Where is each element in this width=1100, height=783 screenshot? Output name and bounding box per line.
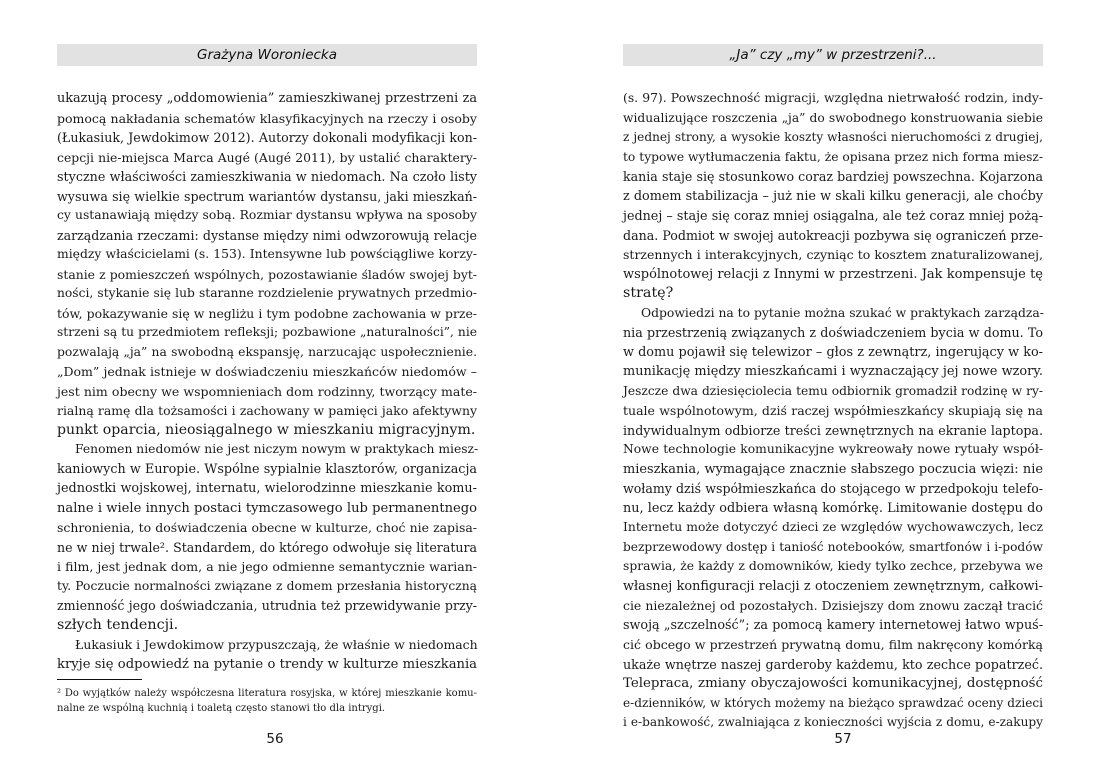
text-line: to typowe wytłumaczenia faktu, że opisana przez nich forma miesz- <box>623 149 1043 164</box>
text-line: schronienia, to doświadczenia obecne w kulturze, choć nie zapisa- <box>57 520 477 535</box>
running-head-title: „Ja” czy „my” w przestrzeni?... <box>623 44 1043 66</box>
text-line: z domem stabilizacja – już nie w skali kilku generacji, ale choćby <box>623 188 1043 204</box>
page-number: 56 <box>266 731 284 747</box>
text-line: widualizujące roszczenia „ja” do swobodnego konstruowania siebie <box>623 110 1043 125</box>
text-line: (s. 97). Powszechność migracji, względna nietrwałość rodzin, indy- <box>623 91 1043 105</box>
text-line: munikację między mieszkańcami i wyznaczający jej nowe wzory. <box>623 364 1043 379</box>
running-head-author: Grażyna Woroniecka <box>57 44 477 66</box>
text-line: zarządzania rzeczami: dystanse między nimi odwzorowują relacje <box>57 227 477 243</box>
text-line: ukazują procesy „oddomowienia” zamieszkiwanej przestrzeni za <box>57 91 477 106</box>
text-line: cepcji nie-miejsca Marca Augé (Augé 2011), by ustalić charaktery- <box>57 149 477 165</box>
text-line: i film, jest jednak dom, a nie jego odmienne semantycznie warian- <box>57 559 477 574</box>
text-line: Telepraca, zmiany obyczajowości komunikacyjnej, dostępność <box>623 676 1043 691</box>
text-line: swoją „szczelność”; za pomocą kamery internetowej łatwo wpuś- <box>623 617 1043 633</box>
text-line: kaniowych w Europie. Wspólne sypialnie klasztorów, organizacja <box>57 461 477 477</box>
text-line: wysuwa się wielkie spectrum wariantów dystansu, jaki mieszkań- <box>57 188 477 204</box>
text-line: jednostki wojskowej, internatu, wielorodzinne mieszkanie komu- <box>57 481 477 496</box>
text-line: cić obcego w przestrzeń prywatną domu, film nakręcony komórką <box>623 637 1043 652</box>
text-line: stratę? <box>623 285 674 301</box>
footnote-divider <box>57 679 142 680</box>
footnote-line: nalne ze wspólną kuchnią i toaletą często stanowi tło dla intrygi. <box>57 703 386 714</box>
text-line: zmienność jego doświadczania, utrudnia też przewidywanie przy- <box>57 598 477 613</box>
text-line: ukaże wnętrze naszej garderoby każdemu, kto zechce popatrzeć. <box>623 656 1043 672</box>
right-page <box>550 0 1100 783</box>
text-line: i e-bankowość, zwalniająca z konieczności wyjścia z domu, e-zakupy <box>623 715 1043 729</box>
right-body-text <box>623 89 1043 733</box>
text-line: własnej konfiguracji relacji z otoczeniem zewnętrznym, całkowi- <box>623 578 1043 594</box>
text-line: strzennych i interakcyjnych, czyniąc to kosztem znaturalizowanej, <box>623 247 1043 262</box>
page-number: 57 <box>834 731 852 747</box>
text-line: kania staje się stosunkowo coraz bardziej powszechna. Kojarzona <box>623 169 1043 184</box>
text-line: między właścicielami (s. 153). Intensywne lub powściągliwe korzy- <box>57 247 477 261</box>
text-line: ty. Poczucie normalności związane z domem przesłania historyczną <box>57 578 477 593</box>
text-line: Łukasiuk i Jewdokimow przypuszczają, że właśnie w niedomach <box>75 637 478 652</box>
text-line: dana. Podmiot w swojej autokreacji pozbywa się ograniczeń prze- <box>623 227 1043 243</box>
text-line: nia przestrzenią związanych z doświadczeniem bycia w domu. To <box>623 325 1043 340</box>
text-line: w domu pojawił się telewizor – głos z zewnątrz, ingerujący w ko- <box>623 344 1043 360</box>
text-line: „Dom” jednak istnieje w doświadczeniu mieszkańców niedomów – <box>57 364 477 379</box>
footnote <box>57 686 477 716</box>
text-line: wołamy dziś współmieszkańca do stojącego w przedpokoju telefo- <box>623 481 1043 496</box>
text-line: z jednej strony, a wysokie koszty własności nieruchomości z drugiej, <box>623 130 1043 144</box>
text-line: indywidualnym odbiorze treści zewnętrznych na ekranie laptopa. <box>623 422 1043 438</box>
text-line: e-dzienników, w których możemy na bieżąco sprawdzać oceny dzieci <box>623 695 1043 710</box>
text-line: Internetu może dotyczyć dzieci ze względów wychowawczych, lecz <box>623 520 1043 534</box>
text-line: wspólnotowej relacji z Innymi w przestrzeni. Jak kompensuje tę <box>623 266 1043 282</box>
text-line: styczne właściwości zamieszkiwania w niedomach. Na czoło listy <box>57 169 477 184</box>
text-line: tów, pokazywanie się w negliżu i tym podobne zachowania w prze- <box>57 305 477 321</box>
text-line: ne w niej trwale². Standardem, do którego odwołuje się literatura <box>57 539 477 555</box>
text-line: rialną ramę dla tożsamości i zachowany w pamięci jako afektywny <box>57 403 477 418</box>
text-line: nalne i wiele innych postaci tymczasowego lub permanentnego <box>57 500 477 516</box>
text-line: sprawia, że każdy z domowników, kiedy tylko zechce, przebywa we <box>623 559 1043 573</box>
text-line: kryje się odpowiedź na pytanie o trendy w kulturze mieszkania <box>57 656 477 672</box>
text-line: punkt oparcia, nieosiągalnego w mieszkaniu migracyjnym. <box>57 421 476 438</box>
text-line: Odpowiedzi na to pytanie można szukać w praktykach zarządza- <box>641 305 1044 320</box>
text-line: Jeszcze dwa dziesięciolecia temu odbiornik gromadził rodzinę w ry- <box>623 383 1043 398</box>
text-line: pomocą nakładania schematów klasyfikacyjnych na rzeczy i osoby <box>57 110 477 126</box>
text-line: stanie z pomieszczeń wspólnych, pozostawianie śladów swojej byt- <box>57 266 477 282</box>
left-body-text <box>57 89 477 674</box>
text-line: bezprzewodowy dostęp i taniość notebooków, smartfonów i i-podów <box>623 539 1043 554</box>
text-line: strzeni są tu przedmiotem refleksji; pozbawione „naturalności”, nie <box>57 325 477 339</box>
text-line: Fenomen niedomów nie jest niczym nowym w praktykach miesz- <box>75 442 479 456</box>
text-line: Nowe technologie komunikacyjne wykreowały nowe rytuały współ- <box>623 442 1043 456</box>
text-line: tuale wspólnotowym, dziś raczej współmieszkańcy skupiają się na <box>623 403 1043 418</box>
text-line: mieszkania, wymagające znacznie słabszego poczucia więzi: nie <box>623 461 1043 477</box>
text-line: cie niezależnej od pozostałych. Dzisiejszy dom znowu zaczął tracić <box>623 598 1043 613</box>
text-line: jest nim obecny we wspomnieniach dom rodzinny, tworzący mate- <box>57 383 477 399</box>
text-line: jednej – staje się coraz mniej osiągalna, ale też coraz mniej pożą- <box>623 208 1043 223</box>
text-line: ności, stykanie się lub staranne rozdzielenie prywatnych przedmio- <box>57 286 477 300</box>
footnote-line: ² Do wyjątków należy współczesna literatura rosyjska, w której mieszkanie komu- <box>57 688 477 699</box>
text-line: pozwalają „ja” na swobodną ekspansję, narzucając uspołecznienie. <box>57 344 477 359</box>
text-line: (Łukasiuk, Jewdokimow 2012). Autorzy dokonali modyfikacji kon- <box>57 130 477 145</box>
text-line: szłych tendencji. <box>57 616 179 633</box>
text-line: cy ustanawiają między sobą. Rozmiar dystansu wpływa na sposoby <box>57 208 477 222</box>
text-line: nu, lecz każdy odbiera własną komórkę. Limitowanie dostępu do <box>623 500 1043 516</box>
